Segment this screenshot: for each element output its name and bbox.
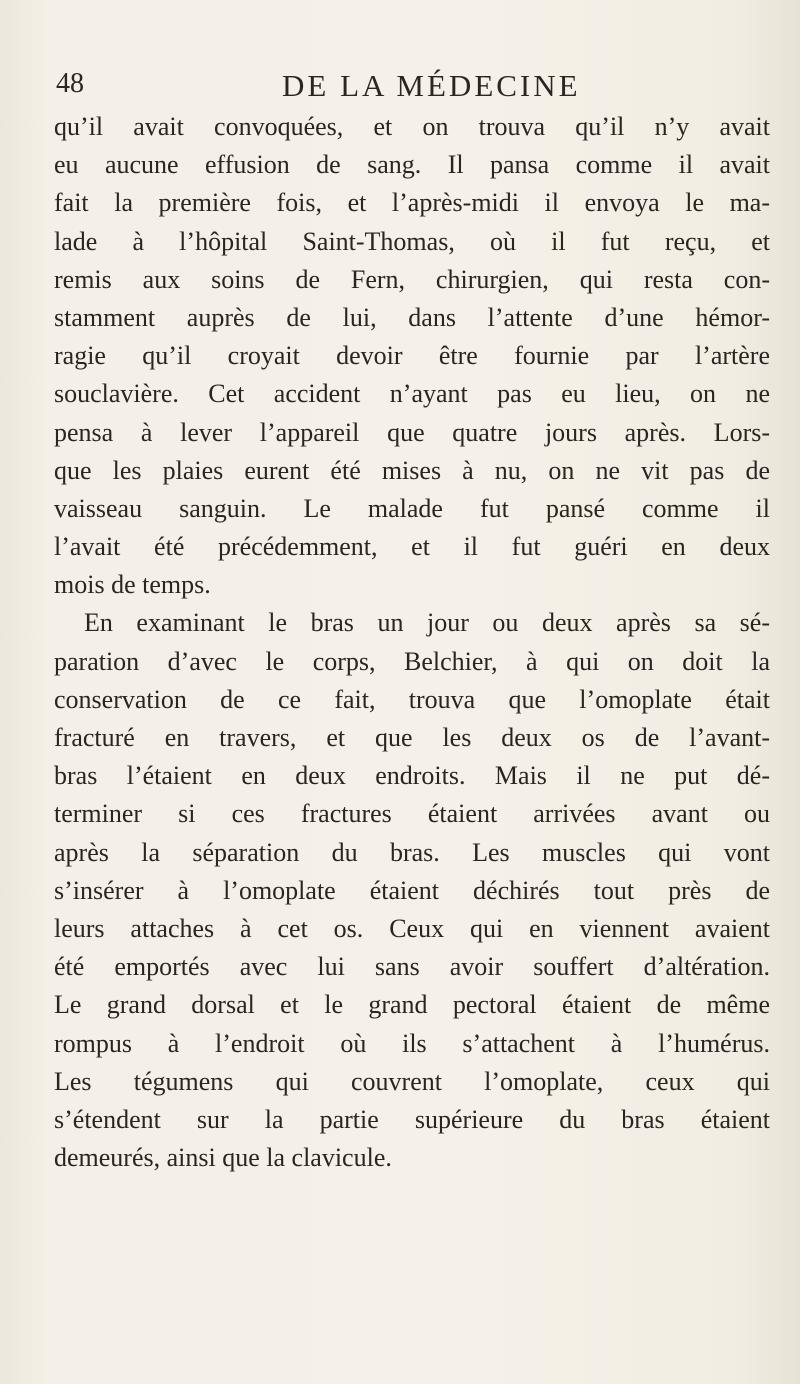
text-line: qu’il avait convoquées, et on trouva qu’il n’y avait (54, 112, 770, 141)
text-line: paration d’avec le corps, Belchier, à qui on doit la (54, 646, 770, 676)
text-line: bras l’étaient en deux endroits. Mais il ne put dé- (54, 761, 770, 791)
text-line: l’avait été précédemment, et il fut guéri en deux (54, 532, 770, 562)
text-line: Le grand dorsal et le grand pectoral étaient de même (54, 990, 770, 1020)
text-line: terminer si ces fractures étaient arrivées avant ou (54, 799, 770, 829)
text-line: souclavière. Cet accident n’ayant pas eu lieu, on ne (54, 379, 770, 409)
text-line: conservation de ce fait, trouva que l’omoplate était (54, 684, 770, 714)
text-line: s’étendent sur la partie supérieure du bras étaient (54, 1104, 770, 1134)
page-number: 48 (56, 68, 84, 99)
text-line: En examinant le bras un jour ou deux après sa sé- (84, 608, 770, 638)
body-text (54, 108, 770, 1177)
text-line: été emportés avec lui sans avoir souffert d’altération. (54, 952, 770, 982)
text-line: fracturé en travers, et que les deux os de l’avant- (54, 723, 770, 752)
text-line: pensa à lever l’appareil que quatre jours après. Lors- (54, 417, 770, 447)
text-line: leurs attaches à cet os. Ceux qui en viennent avaient (54, 913, 770, 943)
text-line: que les plaies eurent été mises à nu, on ne vit pas de (54, 455, 770, 485)
text-line: eu aucune effusion de sang. Il pansa comme il avait (54, 150, 770, 180)
text-line: lade à l’hôpital Saint-Thomas, où il fut reçu, et (54, 226, 770, 256)
text-line: remis aux soins de Fern, chirurgien, qui resta con- (54, 264, 770, 294)
text-line: fait la première fois, et l’après-midi il envoya le ma- (54, 188, 770, 218)
text-line: ragie qu’il croyait devoir être fournie par l’artère (54, 341, 770, 371)
paragraph (54, 604, 770, 1177)
text-line: vaisseau sanguin. Le malade fut pansé comme il (54, 493, 770, 523)
text-line: Les tégumens qui couvrent l’omoplate, ceux qui (54, 1066, 770, 1096)
running-title: DE LA MÉDECINE (282, 68, 581, 103)
text-line: rompus à l’endroit où ils s’attachent à l’humérus. (54, 1028, 770, 1058)
text-line: s’insérer à l’omoplate étaient déchirés tout près de (54, 875, 770, 905)
running-head (56, 68, 746, 108)
paragraph (54, 108, 770, 604)
text-line: stamment auprès de lui, dans l’attente d’une hémor- (54, 302, 770, 332)
text-line: demeurés, ainsi que la clavicule. (54, 1143, 392, 1173)
text-line: mois de temps. (54, 570, 211, 600)
text-line: après la séparation du bras. Les muscles qui vont (54, 837, 770, 867)
